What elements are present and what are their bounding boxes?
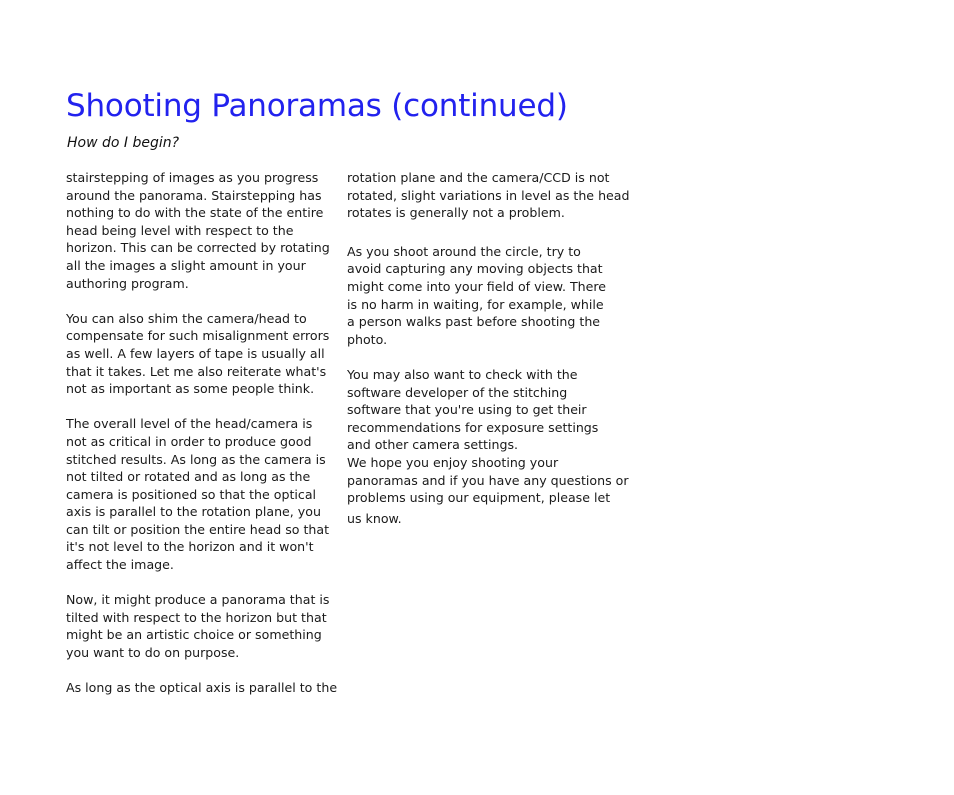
text-line: problems using our equipment, please let [347,490,611,506]
text-line: can tilt or position the entire head so that [66,521,330,537]
paragraph-spacer [347,348,613,366]
text-line: You can also shim the camera/head to [66,310,307,326]
text-line: you want to do on purpose. [66,645,240,661]
text-line: stitched results. As long as the camera is [66,451,326,467]
text-line: As long as the optical axis is parallel to the [66,680,338,696]
paragraph-spacer [66,574,328,592]
text-line: avoid capturing any moving objects that [347,261,603,277]
text-line: it's not level to the horizon and it won't [66,539,314,555]
text-line: axis is parallel to the rotation plane, you [66,504,321,520]
text-line: not as critical in order to produce good [66,433,312,449]
text-line: rotates is generally not a problem. [347,205,565,221]
text-line: software developer of the stitching [347,384,568,400]
text-line: recommendations for exposure settings [347,419,599,435]
text-line: nothing to do with the state of the entire [66,205,324,221]
paragraph-overall-level [66,415,328,573]
text-line: affect the image. [66,557,174,573]
paragraph-spacer [66,662,328,680]
text-line: and other camera settings. [347,437,519,453]
paragraph-rotation-plane [347,169,630,222]
page-subtitle: How do I begin? [67,135,180,151]
text-line: software that you're using to get their [347,402,587,418]
paragraph-spacer [66,292,328,310]
text-line: The overall level of the head/camera is [66,416,313,432]
text-line: camera is positioned so that the optical [66,486,317,502]
text-line: head being level with respect to the [66,222,294,238]
paragraph-stairstepping [66,169,328,292]
text-line: all the images a slight amount in your [66,257,306,273]
text-line: a person walks past before shooting the [347,314,601,330]
text-line: not as important as some people think. [66,381,315,397]
right-column [347,169,630,527]
paragraph-software-developer [347,366,613,454]
text-line: might be an artistic choice or something [66,627,322,643]
text-line: us know. [347,510,402,526]
text-line: Now, it might produce a panorama that is [66,592,330,608]
text-line: rotation plane and the camera/CCD is not [347,170,610,185]
left-column [66,169,338,697]
text-line: as well. A few layers of tape is usually all [66,345,325,361]
paragraph-closing [347,454,629,527]
page-title: Shooting Panoramas (continued) [66,88,568,124]
paragraph-moving-objects [347,243,613,349]
text-line: You may also want to check with the [347,366,578,382]
paragraph-tilted [66,591,328,661]
paragraph-spacer [347,222,613,243]
text-line: might come into your field of view. There [347,278,607,294]
text-line: We hope you enjoy shooting your [347,454,559,470]
text-line: photo. [347,331,388,347]
text-line: compensate for such misalignment errors [66,328,330,344]
text-line: horizon. This can be corrected by rotating [66,240,330,256]
paragraph-spacer [66,398,328,416]
text-line: not tilted or rotated and as long as the [66,469,311,485]
text-line: rotated, slight variations in level as the head [347,187,630,203]
paragraph-optical-axis [66,679,338,697]
text-line: panoramas and if you have any questions or [347,472,629,488]
text-line: authoring program. [66,275,189,291]
text-line: stairstepping of images as you progress [66,170,319,185]
text-line: that it takes. Let me also reiterate what's [66,363,327,379]
paragraph-shim [66,310,328,398]
text-line: tilted with respect to the horizon but that [66,609,327,625]
text-line: is no harm in waiting, for example, while [347,296,604,312]
text-line: As you shoot around the circle, try to [347,243,581,259]
text-line: around the panorama. Stairstepping has [66,187,322,203]
